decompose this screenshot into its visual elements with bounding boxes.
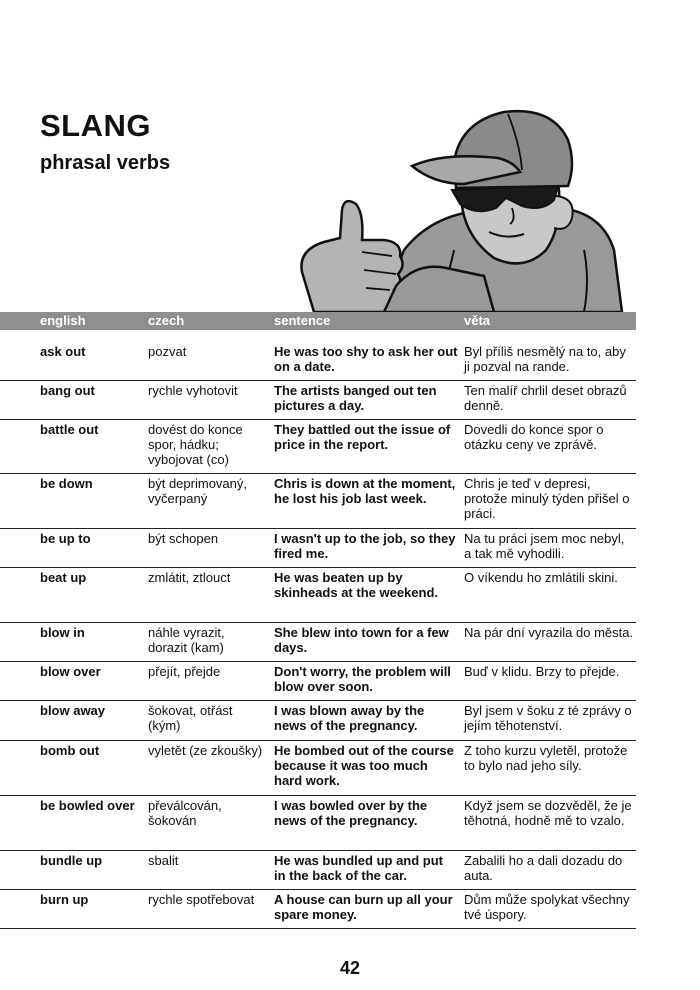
table-row bbox=[0, 381, 636, 420]
czech-translation: šokovat, otřást (kým) bbox=[148, 703, 233, 733]
english-term: blow over bbox=[40, 664, 101, 679]
czech-translation: náhle vyrazit, dorazit (kam) bbox=[148, 625, 225, 655]
table-row bbox=[0, 701, 636, 741]
english-term: ask out bbox=[40, 344, 86, 359]
example-sentence: He was beaten up by skinheads at the weekend. bbox=[274, 570, 439, 600]
english-term: bundle up bbox=[40, 853, 103, 868]
english-term: bang out bbox=[40, 383, 95, 398]
example-sentence: Chris is down at the moment, he lost his job last week. bbox=[274, 476, 456, 506]
english-term: be up to bbox=[40, 531, 91, 546]
czech-sentence: Buď v klidu. Brzy to přejde. bbox=[464, 664, 620, 679]
czech-translation: být schopen bbox=[148, 531, 219, 546]
english-term: be bowled over bbox=[40, 798, 135, 813]
table-row bbox=[0, 890, 636, 929]
czech-translation: být deprimovaný, vyčerpaný bbox=[148, 476, 247, 506]
example-sentence: She blew into town for a few days. bbox=[274, 625, 449, 655]
czech-translation: rychle vyhotovit bbox=[148, 383, 238, 398]
czech-translation: sbalit bbox=[148, 853, 179, 868]
czech-translation: rychle spotřebovat bbox=[148, 892, 255, 907]
czech-sentence: Dovedli do konce spor o otázku ceny ve zprávě. bbox=[464, 422, 604, 452]
english-term: beat up bbox=[40, 570, 87, 585]
example-sentence: Don't worry, the problem will blow over soon. bbox=[274, 664, 451, 694]
english-term: blow in bbox=[40, 625, 85, 640]
czech-sentence: Byl jsem v šoku z té zprávy o jejím těhotenství. bbox=[464, 703, 632, 733]
header-czech: czech bbox=[148, 313, 185, 328]
czech-sentence: Byl příliš nesmělý na to, aby ji pozval na rande. bbox=[464, 344, 626, 374]
czech-translation: vyletět (ze zkoušky) bbox=[148, 743, 263, 758]
example-sentence: The artists banged out ten pictures a day. bbox=[274, 383, 437, 413]
czech-translation: přejít, přejde bbox=[148, 664, 221, 679]
table-row bbox=[0, 529, 636, 568]
table-row bbox=[0, 741, 636, 796]
czech-sentence: Z toho kurzu vyletěl, protože to bylo nad jeho síly. bbox=[464, 743, 628, 773]
czech-sentence: Když jsem se dozvěděl, že je těhotná, hodně mě to vzalo. bbox=[464, 798, 632, 828]
czech-sentence: Chris je teď v depresi, protože minulý týden přišel o práci. bbox=[464, 476, 630, 521]
czech-translation: převálcován, šokován bbox=[148, 798, 222, 828]
example-sentence: He was bundled up and put in the back of the car. bbox=[274, 853, 443, 883]
czech-translation: pozvat bbox=[148, 344, 187, 359]
czech-translation: dovést do konce spor, hádku; vybojovat (co) bbox=[148, 422, 243, 467]
table-row bbox=[0, 420, 636, 474]
header-veta: věta bbox=[464, 313, 491, 328]
english-term: battle out bbox=[40, 422, 99, 437]
table-row bbox=[0, 662, 636, 701]
czech-sentence: Ten malíř chrlil deset obrazů denně. bbox=[464, 383, 627, 413]
table-row bbox=[0, 568, 636, 623]
table-row bbox=[0, 623, 636, 662]
example-sentence: He was too shy to ask her out on a date. bbox=[274, 344, 458, 374]
table-row bbox=[0, 796, 636, 851]
english-term: be down bbox=[40, 476, 93, 491]
table-row bbox=[0, 474, 636, 529]
table-row bbox=[0, 851, 636, 890]
czech-sentence: Na pár dní vyrazila do města. bbox=[464, 625, 634, 640]
page-number: 42 bbox=[339, 958, 361, 978]
page-subtitle: phrasal verbs bbox=[40, 152, 171, 174]
czech-sentence: Na tu práci jsem moc nebyl, a tak mě vyhodili. bbox=[464, 531, 625, 561]
czech-sentence: O víkendu ho zmlátili skini. bbox=[464, 570, 618, 585]
page-title: SLANG bbox=[40, 108, 151, 143]
english-term: burn up bbox=[40, 892, 89, 907]
czech-sentence: Dům může spolykat všechny tvé úspory. bbox=[464, 892, 630, 922]
example-sentence: I was bowled over by the news of the pregnancy. bbox=[274, 798, 428, 828]
header-sentence: sentence bbox=[274, 313, 331, 328]
czech-sentence: Zabalili ho a dali dozadu do auta. bbox=[464, 853, 623, 883]
example-sentence: He bombed out of the course because it was too much hard work. bbox=[274, 743, 454, 788]
czech-translation: zmlátit, ztlouct bbox=[148, 570, 231, 585]
english-term: bomb out bbox=[40, 743, 100, 758]
phrasal-verbs-table bbox=[0, 342, 636, 929]
english-term: blow away bbox=[40, 703, 106, 718]
table-row bbox=[0, 342, 636, 381]
header-english: english bbox=[40, 313, 86, 328]
example-sentence: I was blown away by the news of the pregnancy. bbox=[274, 703, 425, 733]
example-sentence: They battled out the issue of price in the report. bbox=[274, 422, 451, 452]
example-sentence: I wasn't up to the job, so they fired me. bbox=[274, 531, 456, 561]
man-in-cap-thumbs-up-icon bbox=[284, 100, 634, 312]
table-header bbox=[0, 312, 636, 330]
example-sentence: A house can burn up all your spare money. bbox=[274, 892, 453, 922]
